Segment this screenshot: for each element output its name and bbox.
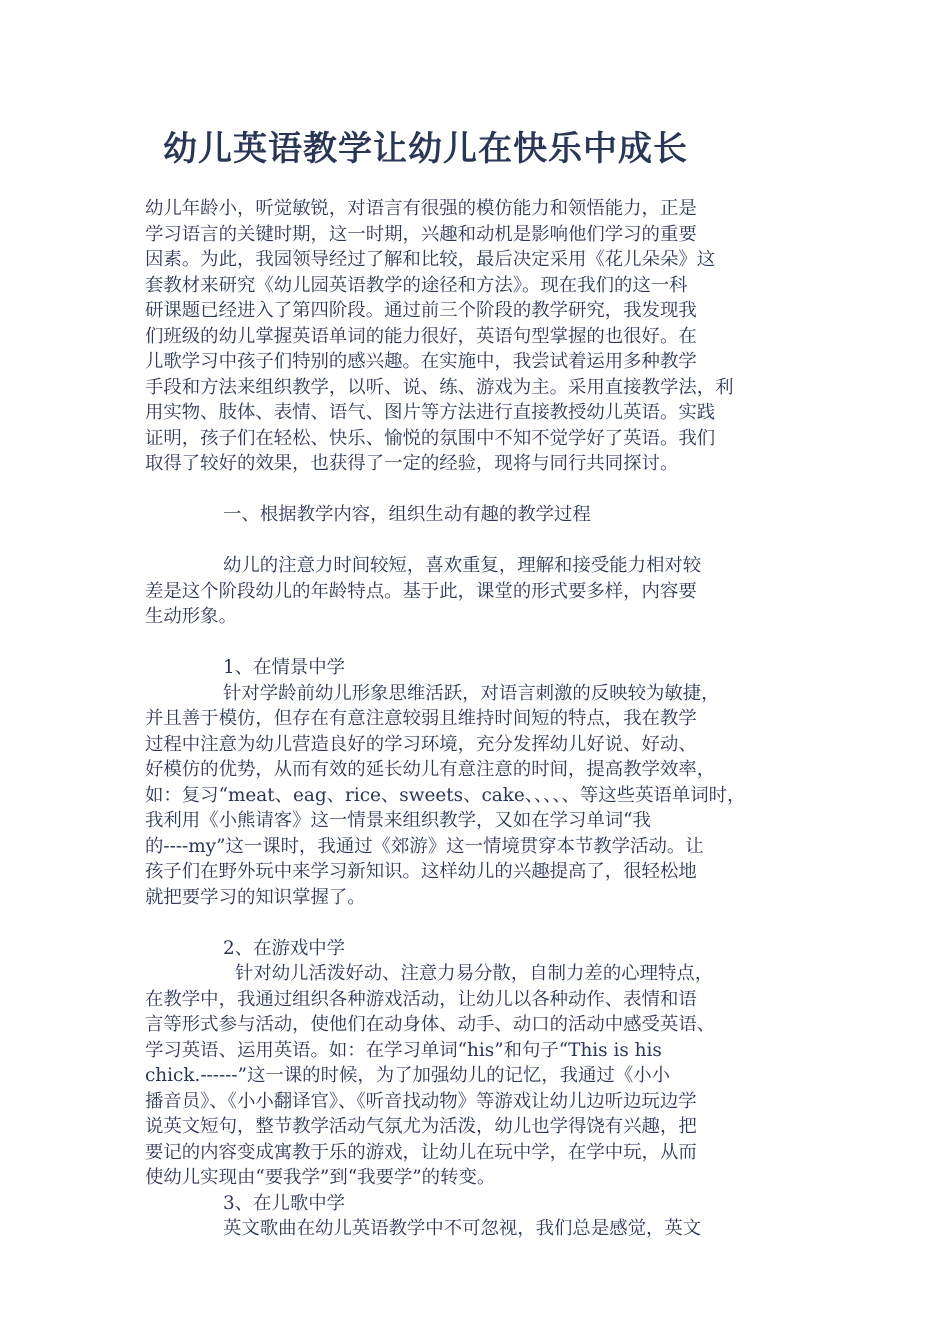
subsection3-paragraph: [145, 1216, 820, 1242]
section1-paragraph: [145, 553, 820, 630]
subsection-heading: 2、在游戏中学: [223, 937, 346, 959]
paragraph-line: 幼儿年龄小，听觉敏锐，对语言有很强的模仿能力和领悟能力，正是: [145, 198, 697, 219]
paragraph-line: 好模仿的优势，从而有效的延长幼儿有意注意的时间，提高教学效率，: [145, 759, 716, 780]
document-body: [145, 196, 820, 1242]
paragraph-line: 就把要学习的知识掌握了。: [145, 886, 366, 908]
paragraph-line: 要记的内容变成寓教于乐的游戏，让幼儿在玩中学，在学中玩，从而: [145, 1141, 697, 1163]
section-heading: 一、根据教学内容，组织生动有趣的教学过程: [223, 504, 591, 525]
intro-paragraph: [145, 196, 820, 477]
paragraph-line: 们班级的幼儿掌握英语单词的能力很好，英语句型掌握的也很好。在: [145, 325, 697, 347]
paragraph-line: 幼儿的注意力时间较短，喜欢重复，理解和接受能力相对较: [223, 555, 702, 576]
subsection-heading: 3、在儿歌中学: [223, 1192, 346, 1214]
paragraph-line: 针对学龄前幼儿形象思维活跃，对语言刺激的反映较为敏捷，: [223, 682, 720, 704]
paragraph-line: 我利用《小熊请客》这一情景来组织教学，又如在学习单词“我: [145, 810, 651, 831]
spacer: [145, 630, 820, 656]
paragraph-line: 英文歌曲在幼儿英语教学中不可忽视，我们总是感觉，英文: [223, 1218, 702, 1239]
paragraph-line: 用实物、肢体、表情、语气、图片等方法进行直接教授幼儿英语。实践: [145, 402, 716, 423]
paragraph-line: 取得了较好的效果，也获得了一定的经验，现将与同行共同探讨。: [145, 453, 679, 474]
paragraph-line: 并且善于模仿，但存在有意注意较弱且维持时间短的特点，我在教学: [145, 708, 697, 729]
paragraph-line: 学习语言的关键时期，这一时期，兴趣和动机是影响他们学习的重要: [145, 223, 697, 245]
paragraph-line: 播音员》、《小小翻译官》、《听音找动物》等游戏让幼儿边听边玩边学: [145, 1090, 697, 1112]
paragraph-line: 证明，孩子们在轻松、快乐、愉悦的氛围中不知不觉学好了英语。我们: [145, 427, 716, 449]
paragraph-line: 在教学中，我通过组织各种游戏活动，让幼儿以各种动作、表情和语: [145, 988, 697, 1010]
paragraph-line: 针对幼儿活泼好动、注意力易分散，自制力差的心理特点，: [235, 963, 714, 984]
paragraph-line: 如：复习“meat、eag、rice、sweets、cake、、、、、等这些英语单词时，: [145, 784, 746, 806]
spacer: [145, 910, 820, 936]
paragraph-line: 的----my”这一课时，我通过《郊游》这一情境贯穿本节教学活动。让: [145, 835, 704, 857]
paragraph-line: 套教材来研究《幼儿园英语教学的途径和方法》。现在我们的这一科: [145, 274, 688, 296]
paragraph-line: 手段和方法来组织教学，以听、说、练、游戏为主。采用直接教学法，利: [145, 376, 734, 398]
paragraph-line: 儿歌学习中孩子们特别的感兴趣。在实施中，我尝试着运用多种教学: [145, 351, 697, 372]
paragraph-line: 使幼儿实现由“要我学”到“我要学”的转变。: [145, 1167, 496, 1188]
paragraph-line: 言等形式参与活动，使他们在动身体、动手、动口的活动中感受英语、: [145, 1014, 716, 1035]
paragraph-line: 研课题已经进入了第四阶段。通过前三个阶段的教学研究，我发现我: [145, 300, 697, 321]
subsection2-paragraph: [145, 961, 820, 1191]
spacer: [145, 528, 820, 554]
document-title: 幼儿英语教学让幼儿在快乐中成长: [163, 129, 688, 169]
spacer: [145, 477, 820, 503]
subsection-heading: 1、在情景中学: [223, 657, 346, 678]
paragraph-line: 孩子们在野外玩中来学习新知识。这样幼儿的兴趣提高了，很轻松地: [145, 861, 697, 882]
paragraph-line: chick.------”这一课的时候，为了加强幼儿的记忆，我通过《小小: [145, 1065, 670, 1086]
paragraph-line: 因素。为此，我园领导经过了解和比较，最后决定采用《花儿朵朵》这: [145, 249, 716, 270]
paragraph-line: 差是这个阶段幼儿的年龄特点。基于此，课堂的形式要多样，内容要: [145, 580, 697, 602]
paragraph-line: 过程中注意为幼儿营造良好的学习环境，充分发挥幼儿好说、好动、: [145, 733, 697, 755]
paragraph-line: 生动形象。: [145, 606, 237, 627]
paragraph-line: 说英文短句，整节教学活动气氛尤为活泼，幼儿也学得饶有兴趣，把: [145, 1116, 697, 1137]
paragraph-line: 学习英语、运用英语。如：在学习单词“his”和句子“This is his: [145, 1039, 662, 1061]
subsection1-paragraph: [145, 681, 820, 911]
